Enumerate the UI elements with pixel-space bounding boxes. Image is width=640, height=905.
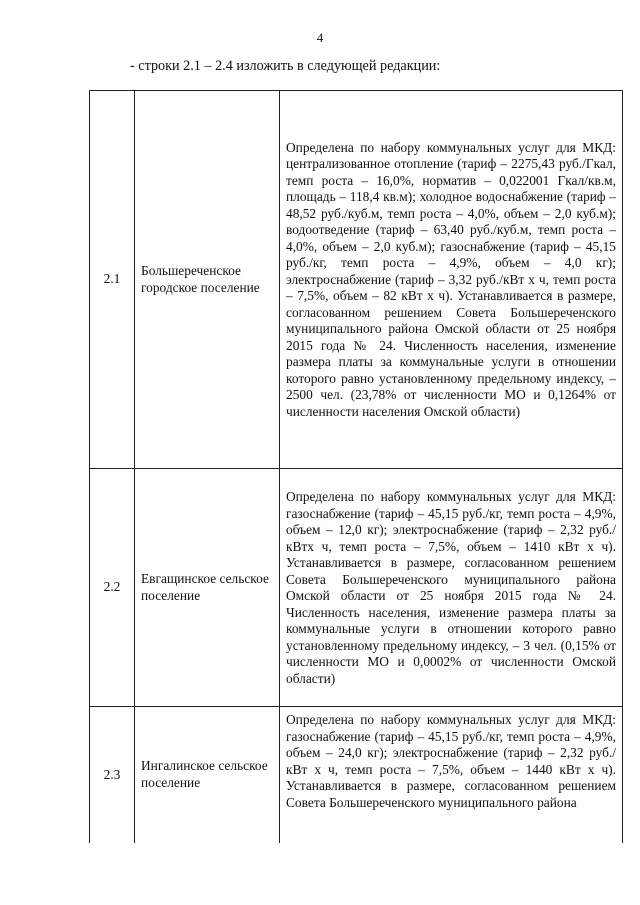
row-description: Определена по набору коммунальных услуг для МКД: газоснабжение (тариф – 45,15 руб./кг, темп роста – 4,9%, объем – 24,0 кг); электроснабжение (тариф – 2,32 руб./кВт х ч, темп роста – 7,5%, объем – 1440 кВт х ч). Устанавливается в размере, согласованном решением Совета Большереченского муниципального района (280, 707, 623, 843)
amendments-table (89, 90, 623, 843)
table-row (90, 707, 623, 843)
settlement-name: Евгащинское сельское поселение (135, 469, 280, 707)
row-number: 2.1 (90, 91, 135, 469)
table-row (90, 91, 623, 469)
settlement-name: Ингалинское сельское поселение (135, 707, 280, 843)
page-number: 4 (316, 30, 324, 45)
row-description: Определена по набору коммунальных услуг для МКД: централизованное отопление (тариф – 2275,43 руб./Гкал, темп роста – 16,0%, норматив – 0,022001 Гкал/кв.м, площадь – 118,4 кв.м); холодное водоснабжение (тариф – 48,52 руб./куб.м, темп роста – 4,0%, объем – 2,0 куб.м); водоотведение (тариф – 63,40 руб./куб.м, темп роста – 4,0%, объем – 2,0 куб.м); газоснабжение (тариф – 45,15 руб./кг, темп роста – 4,9%, объем – 4,0 кг); электроснабжение (тариф – 3,32 руб./кВт х ч, темп роста – 7,5%, объем – 82 кВт х ч). Устанавливается в размере, согласованном решением Совета Большереченского муниципального района Омской области от 25 ноября 2015 года № 24. Численность населения, изменение размера платы за коммунальные услуги в отношении которого равно установленному предельному индексу, – 2500 чел. (23,78% от численности МО и 0,1264% от численности населения Омской области) (280, 91, 623, 469)
settlement-name: Большереченское городское поселение (135, 91, 280, 469)
table-row (90, 469, 623, 707)
row-number: 2.3 (90, 707, 135, 843)
intro-text: - строки 2.1 – 2.4 изложить в следующей редакции: (130, 58, 441, 74)
row-number: 2.2 (90, 469, 135, 707)
row-description: Определена по набору коммунальных услуг для МКД: газоснабжение (тариф – 45,15 руб./кг, темп роста – 4,9%, объем – 12,0 кг); электроснабжение (тариф – 2,32 руб./кВтх ч, темп роста – 7,5%, объем – 1410 кВт х ч). Устанавливается в размере, согласованном решением Совета Большереченского муниципального района Омской области от 25 ноября 2015 года № 24. Численность населения, изменение размера платы за коммунальные услуги в отношении которого равно установленному предельному индексу, – 3 чел. (0,15% от численности МО и 0,0002% от численности Омской области) (280, 469, 623, 707)
